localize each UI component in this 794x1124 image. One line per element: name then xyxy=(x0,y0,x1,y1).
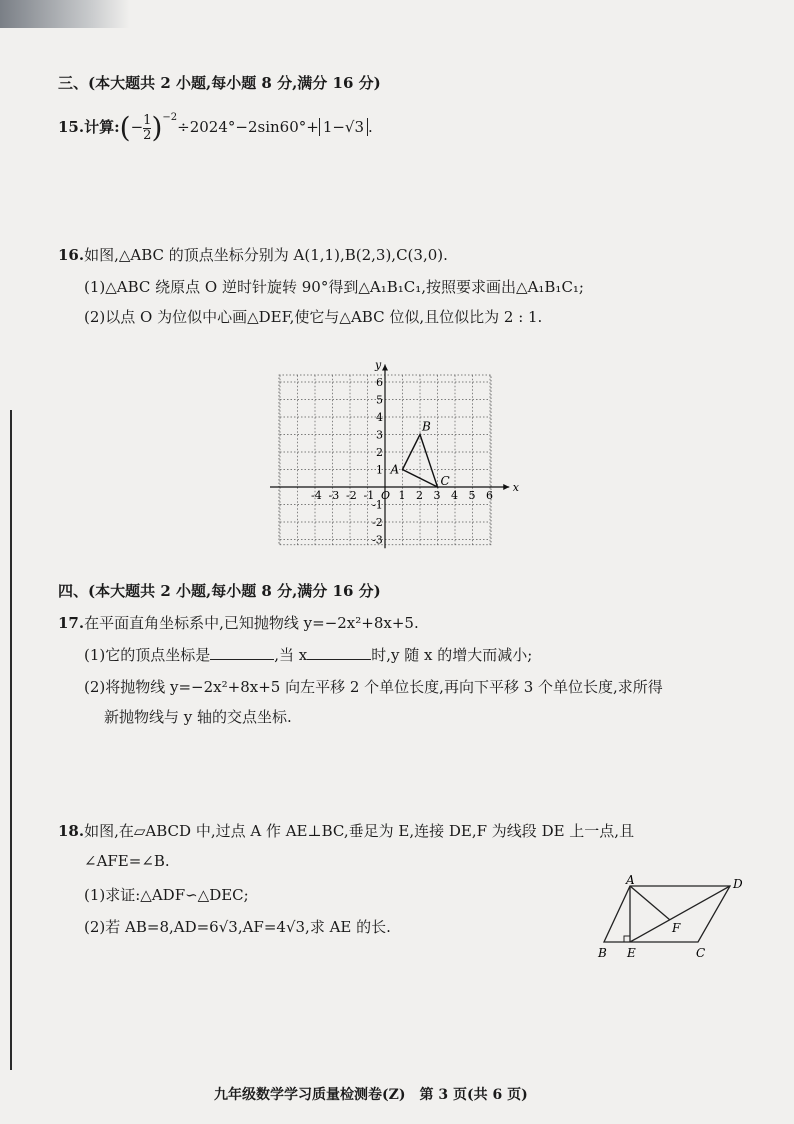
q17-p1-text-a: (1)它的顶点坐标是 xyxy=(84,646,211,664)
y-axis-arrow xyxy=(382,365,388,371)
right-paren: ) xyxy=(151,111,163,144)
q16-part1: (1)△ABC 绕原点 O 逆时针旋转 90°得到△A₁B₁C₁,按照要求画出△A₁B₁C₁; xyxy=(84,278,584,296)
q17-stem-text: 在平面直角坐标系中,已知抛物线 y=−2x²+8x+5. xyxy=(84,614,419,632)
q15-number: 15. xyxy=(58,118,85,136)
y-tick-label: 4 xyxy=(376,411,383,424)
section-4-heading: 四、(本大题共 2 小题,每小题 8 分,满分 16 分) xyxy=(58,582,381,600)
x-tick-label: 2 xyxy=(416,489,423,502)
question-17-stem xyxy=(58,612,419,633)
q18-stem-continued: ∠AFE=∠B. xyxy=(84,852,170,870)
page-footer: 九年级数学学习质量检测卷(Z) 第 3 页(共 6 页) xyxy=(214,1087,528,1103)
y-tick-label: -3 xyxy=(372,533,383,547)
parallelogram-abcd xyxy=(604,886,730,942)
y-tick-label: 1 xyxy=(376,463,383,477)
y-tick-label: -2 xyxy=(372,516,383,529)
x-tick-label: 5 xyxy=(468,489,476,502)
point-label-c: C xyxy=(440,474,450,488)
point-label-b: B xyxy=(422,419,431,434)
x-tick-label: O xyxy=(381,489,391,502)
q17-part2: (2)将抛物线 y=−2x²+8x+5 向左平移 2 个单位长度,再向下平移 3 个单位长度,求所得 xyxy=(84,678,663,696)
x-axis-label: x xyxy=(512,481,519,494)
y-tick-label: 2 xyxy=(376,446,383,459)
label-b: B xyxy=(598,946,607,960)
section-3-heading: 三、(本大题共 2 小题,每小题 8 分,满分 16 分) xyxy=(58,74,381,92)
segment-af xyxy=(630,886,670,920)
x-tick-label: -2 xyxy=(346,489,357,502)
frac-denominator: 2 xyxy=(143,127,152,143)
question-18-stem xyxy=(58,820,634,841)
q15-label: 计算: xyxy=(84,118,120,136)
scan-edge-line xyxy=(10,410,12,1070)
q15-expression: ÷2024°−2sin60°+ xyxy=(177,118,319,136)
y-axis-label: y xyxy=(375,358,382,372)
q18-part2: (2)若 AB=8,AD=6√3,AF=4√3,求 AE 的长. xyxy=(84,918,391,936)
coordinate-grid-figure xyxy=(270,330,560,570)
right-angle-mark xyxy=(624,936,630,942)
left-paren: ( xyxy=(119,111,131,144)
x-tick-label: 4 xyxy=(451,489,458,502)
scan-shadow xyxy=(0,0,130,28)
parallelogram-figure xyxy=(594,874,744,964)
frac-numerator: 1 xyxy=(143,112,152,128)
label-d: D xyxy=(733,877,743,891)
grid-labels xyxy=(311,359,520,547)
label-f: F xyxy=(672,921,681,935)
q15-abs-value: 1−√3 xyxy=(319,118,368,136)
x-tick-label: 1 xyxy=(398,489,406,502)
q15-end: . xyxy=(368,118,373,136)
q16-number: 16. xyxy=(58,246,85,264)
label-c: C xyxy=(696,946,706,960)
x-tick-label: -3 xyxy=(328,489,340,502)
q16-part2: (2)以点 O 为位似中心画△DEF,使它与△ABC 位似,且位似比为 2 : 1. xyxy=(84,308,543,326)
x-axis-arrow xyxy=(503,484,509,490)
x-tick-label: -1 xyxy=(363,489,375,502)
y-tick-label: -1 xyxy=(372,498,383,512)
q15-exponent: −2 xyxy=(162,112,178,123)
answer-blank-range[interactable] xyxy=(307,645,371,660)
q17-p1-text-b: ,当 x xyxy=(274,646,308,664)
x-tick-label: -4 xyxy=(311,489,322,502)
q18-stem-text: 如图,在▱ABCD 中,过点 A 作 AE⊥BC,垂足为 E,连接 DE,F 为线段 DE 上一点,且 xyxy=(84,822,635,840)
question-16-stem xyxy=(58,244,448,265)
x-tick-label: 3 xyxy=(433,489,441,502)
q17-part2-continued: 新抛物线与 y 轴的交点坐标. xyxy=(104,708,292,726)
q18-number: 18. xyxy=(58,822,85,840)
question-15: 15.计算:(− $\frac{1}{2}$ )$^{-2}$÷2024°−2sin60°+ 1−√3 . xyxy=(58,111,373,144)
label-e: E xyxy=(627,946,636,960)
y-tick-label: 3 xyxy=(376,428,383,442)
q17-p1-text-c: 时,y 随 x 的增大而减小; xyxy=(371,646,533,664)
q17-part1 xyxy=(84,644,532,665)
q16-stem-text: 如图,△ABC 的顶点坐标分别为 A(1,1),B(2,3),C(3,0). xyxy=(84,246,448,264)
answer-blank-vertex[interactable] xyxy=(210,645,274,660)
y-tick-label: 6 xyxy=(376,376,383,389)
axes xyxy=(270,365,509,549)
x-tick-label: 6 xyxy=(486,489,493,502)
q18-part1: (1)求证:△ADF∽△DEC; xyxy=(84,886,249,904)
y-tick-label: 5 xyxy=(376,393,383,407)
label-a: A xyxy=(626,874,635,887)
q17-number: 17. xyxy=(58,614,85,632)
point-label-a: A xyxy=(390,462,400,477)
